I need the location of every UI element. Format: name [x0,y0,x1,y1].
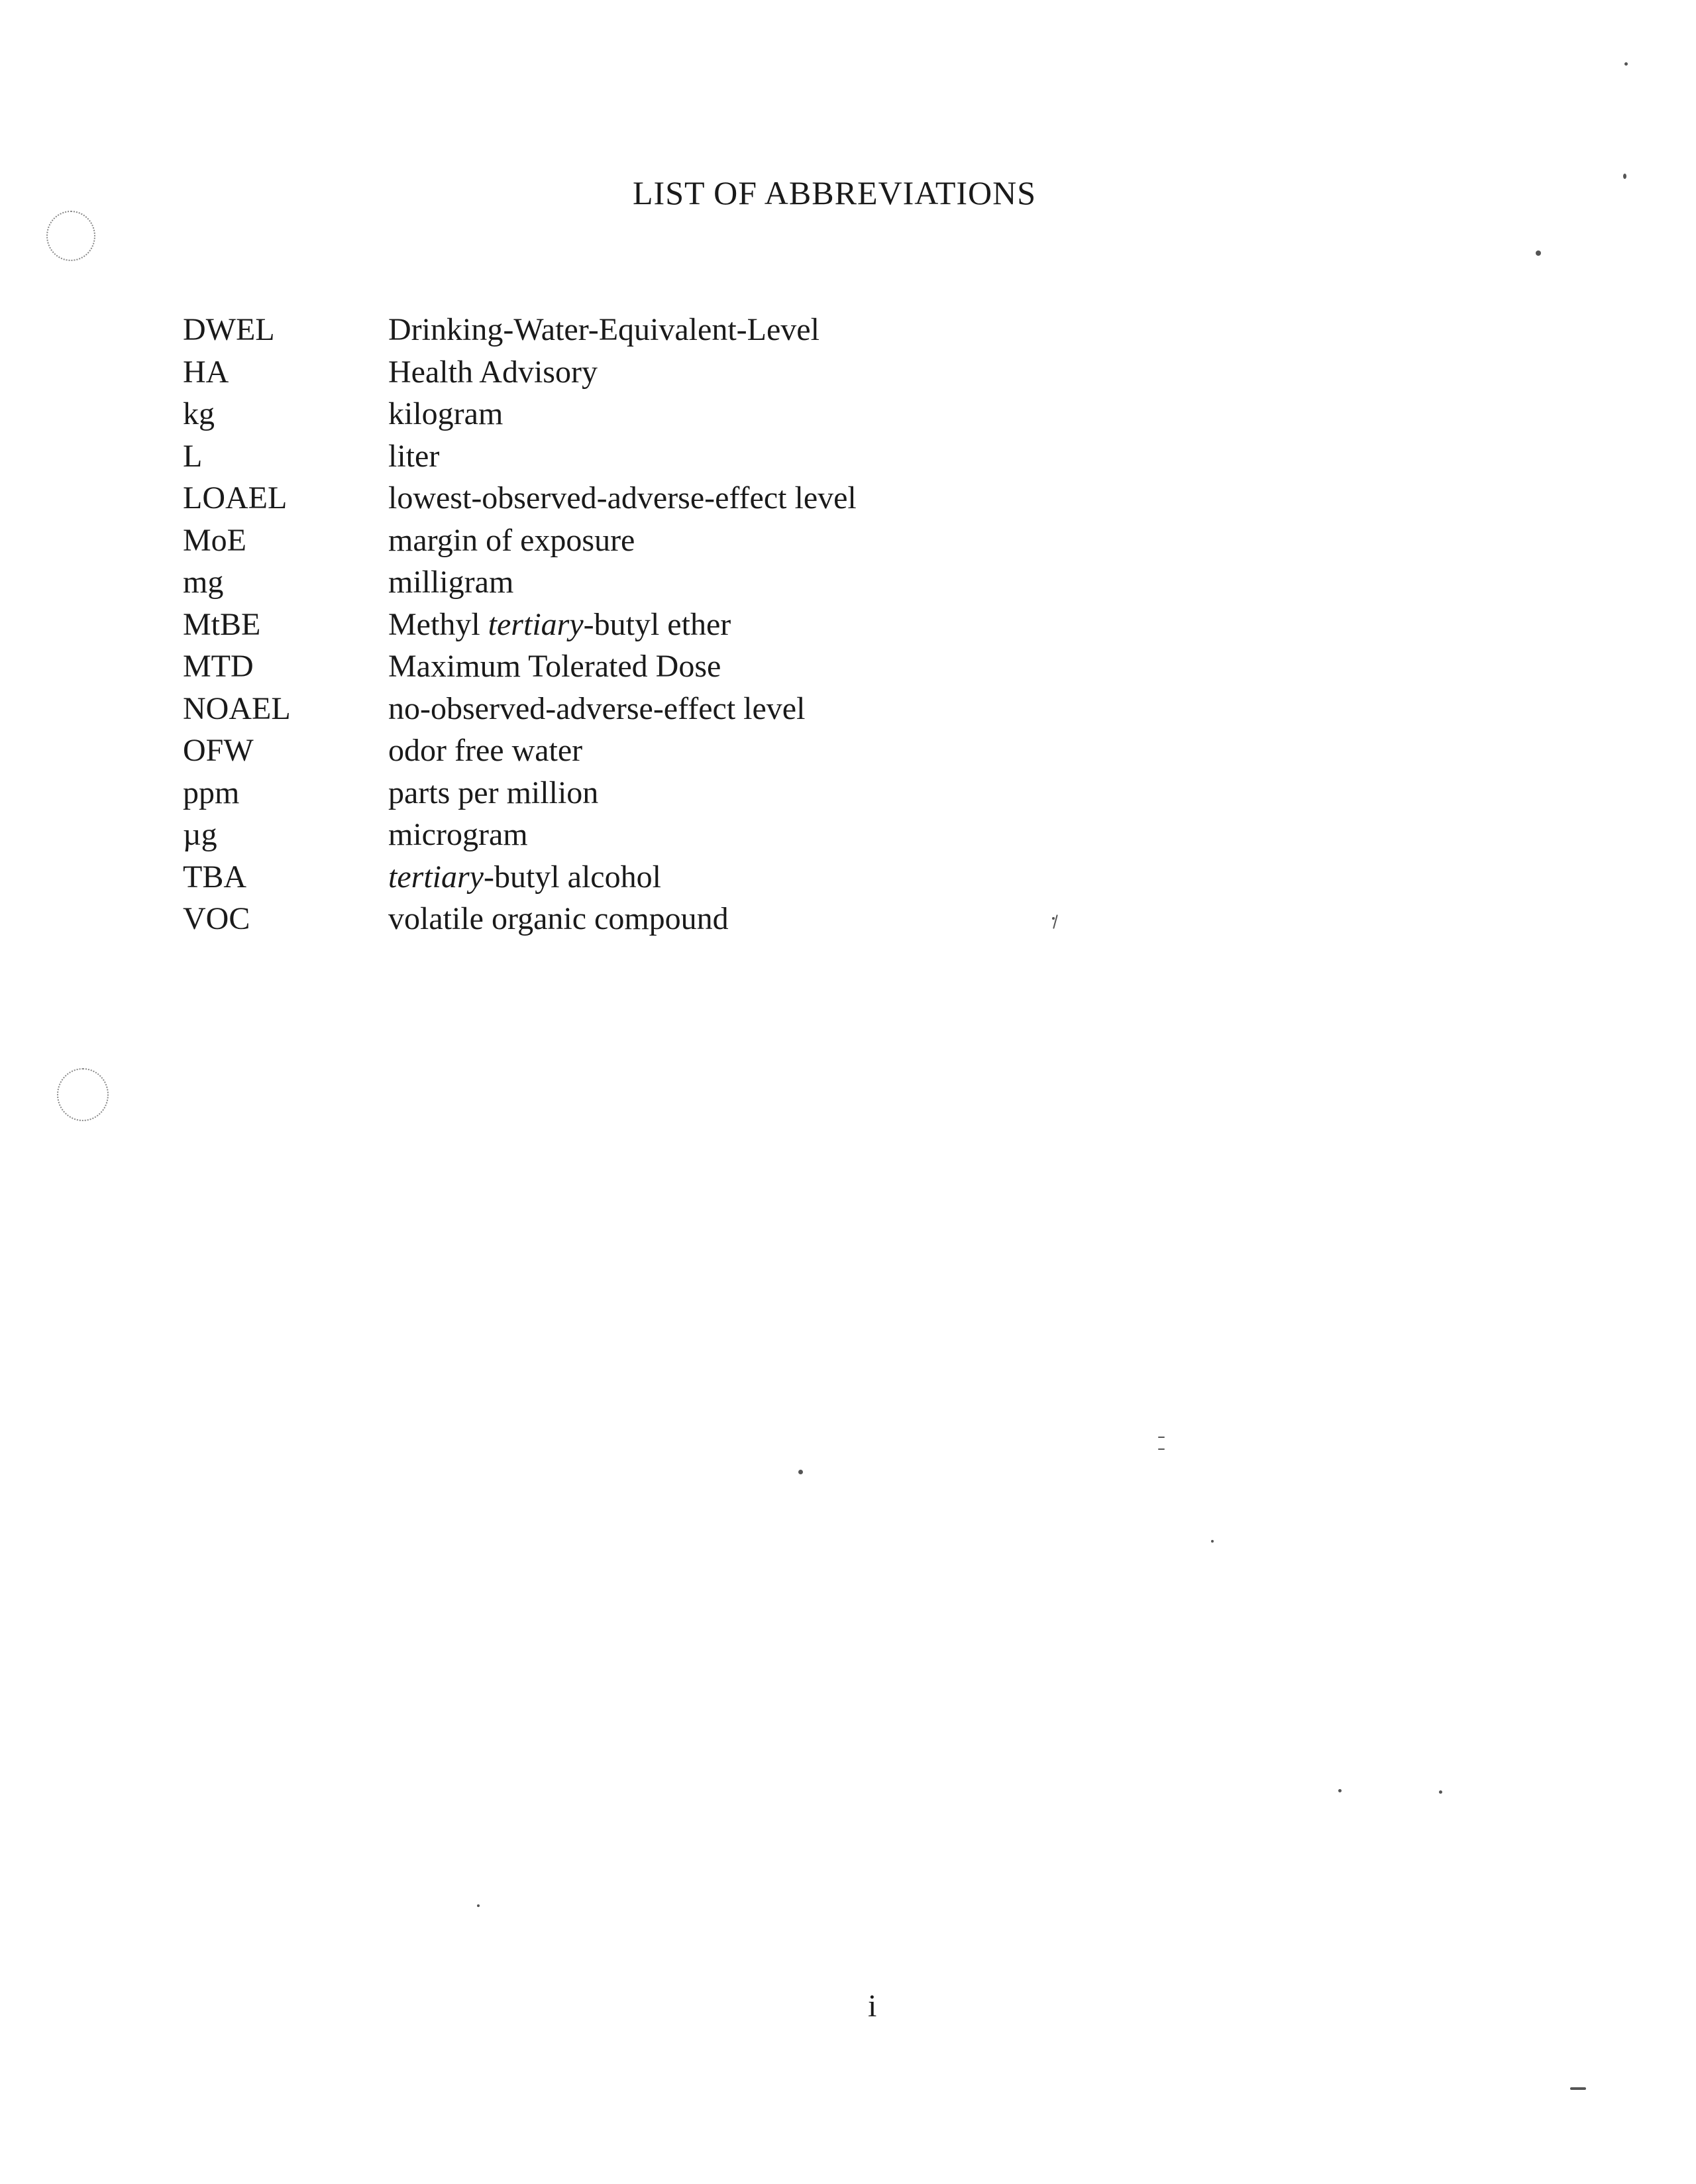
definition-text: -butyl ether [583,606,731,642]
scan-speck [1536,250,1541,256]
abbreviation-term: HA [183,354,229,390]
abbreviation-definition: Drinking-Water-Equivalent-Level [388,312,820,347]
abbreviation-definition [388,856,661,899]
abbreviation-row [183,519,1110,562]
definition-text: -butyl alcohol [483,859,661,895]
abbreviation-definition: microgram [388,817,528,852]
scan-speck [1211,1540,1214,1543]
scan-hole-mark [57,1068,109,1121]
abbreviation-definition: Maximum Tolerated Dose [388,649,721,684]
scan-speck [1158,1437,1165,1438]
abbreviation-row [183,309,1110,351]
abbreviation-row [183,898,1110,940]
scan-hole-mark [46,211,95,261]
abbreviation-term: MtBE [183,606,261,642]
abbreviation-definition: no-observed-adverse-effect level [388,690,806,726]
scan-speck [1624,62,1628,66]
abbreviation-row [183,856,1110,899]
abbreviation-definition [388,604,731,646]
abbreviation-row [183,730,1110,772]
scan-speck [1052,917,1055,920]
abbreviation-definition: kilogram [388,396,504,431]
abbreviation-term: kg [183,396,215,431]
abbreviation-term: TBA [183,859,246,895]
abbreviation-row [183,561,1110,604]
abbreviation-row [183,814,1110,856]
abbreviation-row [183,688,1110,730]
abbreviation-term: DWEL [183,312,275,347]
abbreviation-term: MoE [183,522,246,558]
abbreviation-term: VOC [183,901,250,936]
abbreviation-term: LOAEL [183,480,288,516]
scan-speck [1158,1448,1165,1450]
page-title: LIST OF ABBREVIATIONS [633,174,1037,211]
abbreviation-row [183,772,1110,814]
abbreviation-definition: volatile organic compound [388,901,729,936]
abbreviation-definition: odor free water [388,733,583,768]
scan-speck [1439,1790,1442,1794]
definition-italic-text: tertiary [488,606,584,642]
definition-italic-text: tertiary [388,859,484,895]
abbreviation-term: µg [183,817,217,852]
abbreviation-term: L [183,438,203,474]
definition-text: Methyl [388,606,488,642]
abbreviation-definition: Health Advisory [388,354,598,390]
abbreviation-row [183,477,1110,519]
abbreviation-term: MTD [183,649,254,684]
page-number: i [868,1989,877,2024]
scan-speck [798,1470,803,1474]
abbreviation-term: NOAEL [183,690,291,726]
abbreviation-definition: margin of exposure [388,522,635,558]
abbreviation-term: mg [183,565,224,600]
scan-speck [477,1904,480,1907]
abbreviation-definition: liter [388,438,440,474]
abbreviation-row [183,604,1110,646]
abbreviation-list [183,309,1110,940]
abbreviation-row [183,351,1110,394]
abbreviation-definition: milligram [388,565,514,600]
abbreviation-term: OFW [183,733,254,768]
scan-speck [1570,2087,1586,2090]
abbreviation-term: ppm [183,775,240,810]
abbreviation-row [183,645,1110,688]
abbreviation-row [183,435,1110,478]
abbreviation-definition: lowest-observed-adverse-effect level [388,480,857,516]
scan-speck [1338,1789,1342,1792]
abbreviation-definition: parts per million [388,775,599,810]
scan-speck [1623,174,1626,179]
abbreviation-row [183,393,1110,435]
